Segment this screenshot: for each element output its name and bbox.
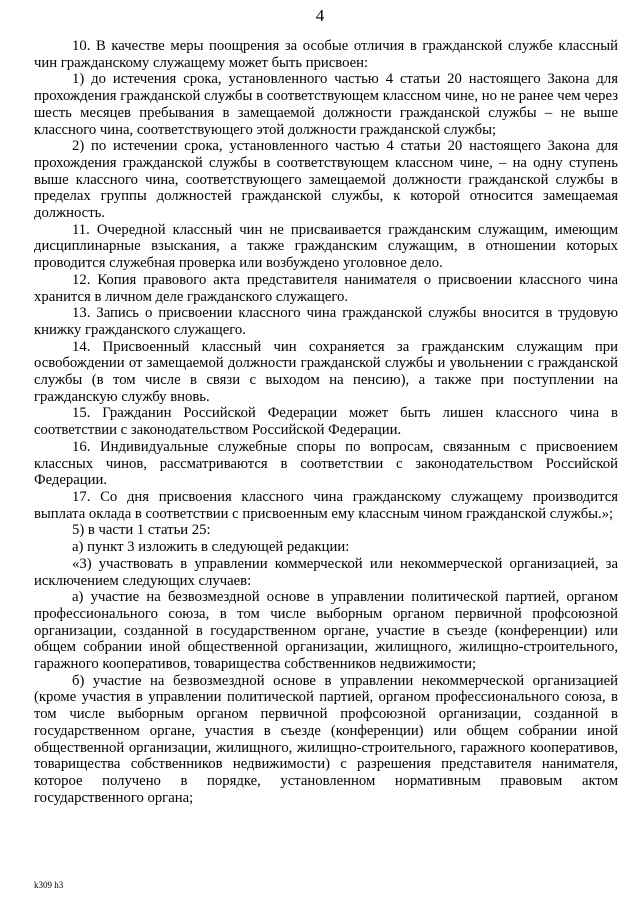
- paragraph-10-item-1: 1) до истечения срока, установленного частью 4 статьи 20 настоящего Закона для прохождения гражданской службы в соответствующем классном чине, но не ранее чем через шесть месяцев пребывания в замещаемой должности гражданской службы – не выше классного чина, соответствующего этой должности гражданской службы;: [34, 71, 618, 138]
- paragraph-11: 11. Очередной классный чин не присваивается гражданским служащим, имеющим дисциплинарные взыскания, а также гражданским служащим, в отношении которых проводится служебная проверка или возбуждено уголовное дело.: [34, 221, 618, 272]
- amendment-subitem-a: а) пункт 3 изложить в следующей редакции:: [72, 539, 350, 556]
- paragraph-10-item-2: 2) по истечении срока, установленного частью 4 статьи 20 настоящего Закона для прохождения гражданской службы в соответствующем классном чине, – на одну ступень выше классного чина, соответствующего замещаемой должности гражданской службы в пределах группы должностей гражданской службы, к которой относится замещаемая должность.: [34, 138, 618, 222]
- paragraph-12: 12. Копия правового акта представителя нанимателя о присвоении классного чина хранится в личном деле гражданского служащего.: [34, 271, 618, 305]
- paragraph-14: 14. Присвоенный классный чин сохраняется за гражданским служащим при освобождении от замещаемой должности гражданской службы и увольнении с гражданской службы (в том числе в связи с выходом на пенсию), а также при поступлении на гражданскую службу вновь.: [34, 338, 618, 405]
- paragraph-16: 16. Индивидуальные служебные споры по вопросам, связанным с присвоением классных чинов, рассматриваются в соответствии с законодательством Российской Федерации.: [34, 438, 618, 489]
- paragraph-10: 10. В качестве меры поощрения за особые отличия в гражданской службе классный чин гражданскому служащему может быть присвоен:: [34, 38, 618, 71]
- paragraph-15: 15. Гражданин Российской Федерации может быть лишен классного чина в соответствии с законодательством Российской Федерации.: [34, 405, 618, 439]
- paragraph-17: 17. Со дня присвоения классного чина гражданскому служащему производится выплата оклада в соответствии с присвоенным ему классным чином гражданской службы.»;: [34, 488, 618, 522]
- clause-3-case-b: б) участие на безвозмездной основе в управлении некоммерческой организацией (кроме участия в управлении политической партией, органом профессионального союза, в том числе выборным органом первичной профсоюзной организации, созданной в государственном органе, участия в съезде (конференции) или общем собрании иной общественной организации, жилищного, жилищно-строительного, гаражного кооперативов, товарищества собственников недвижимости) с разрешения представителя нанимателя, которое получено в порядке, установленном нормативным правовым актом государственного органа;: [34, 672, 618, 806]
- page-number: 4: [315, 6, 325, 25]
- clause-3-case-a: а) участие на безвозмездной основе в управлении политической партией, органом профессионального союза, в том числе выборным органом первичной профсоюзной организации, созданной в государственном органе, участие в съезде (конференции) или общем собрании иной общественной организации, жилищного, жилищно-строительного, гаражного кооперативов, товарищества собственников недвижимости;: [34, 589, 618, 673]
- body-text: [34, 38, 618, 806]
- paragraph-13: 13. Запись о присвоении классного чина гражданской службы вносится в трудовую книжку гражданского служащего.: [34, 305, 618, 338]
- amendment-item-5: 5) в части 1 статьи 25:: [72, 522, 211, 539]
- footer-code: k309 h3: [34, 880, 64, 890]
- clause-3: «3) участвовать в управлении коммерческой или некоммерческой организацией, за исключением следующих случаев:: [34, 555, 618, 589]
